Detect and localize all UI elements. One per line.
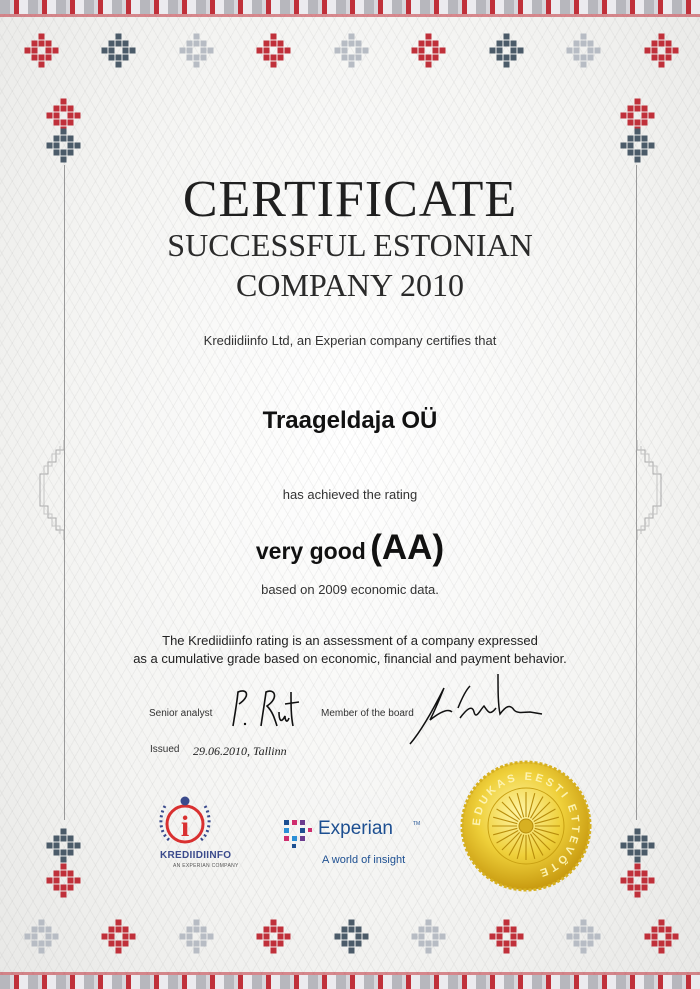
experian-logo-icon	[282, 818, 316, 852]
experian-trademark: TM	[413, 821, 421, 827]
ornament-motif	[256, 33, 291, 68]
ornament-motif	[620, 828, 655, 863]
rating-text: very good	[255, 538, 366, 564]
top-border-stripe	[0, 0, 700, 14]
krediidiinfo-tagline: AN EXPERIAN COMPANY	[173, 863, 239, 869]
krediidiinfo-name: KREDIIDIINFO	[160, 850, 232, 861]
ornament-motif	[644, 919, 679, 954]
svg-text:i: i	[180, 810, 190, 843]
ornament-motif	[101, 33, 136, 68]
ornament-motif	[46, 828, 81, 863]
rating-grade: (AA)	[370, 528, 445, 567]
experian-name: Experian	[318, 818, 393, 839]
ornament-motif	[489, 919, 524, 954]
ornament-motif	[489, 33, 524, 68]
ornament-motif	[411, 33, 446, 68]
ornament-motif	[24, 919, 59, 954]
ornament-motif	[24, 33, 59, 68]
board-member-signature	[400, 668, 550, 748]
bottom-border-stripe	[0, 975, 700, 989]
bottom-border-line	[0, 972, 700, 975]
board-member-label: Member of the board	[321, 708, 414, 719]
gold-seal	[458, 758, 594, 894]
ornament-motif	[46, 128, 81, 163]
ornament-motif	[411, 919, 446, 954]
ornament-motif	[179, 33, 214, 68]
ornament-motif	[334, 919, 369, 954]
ornament-motif	[644, 33, 679, 68]
ornament-motif	[566, 919, 601, 954]
rating-description-line2: as a cumulative grade based on economic, financial and payment behavior.	[133, 651, 567, 666]
ornament-motif	[334, 33, 369, 68]
krediidiinfo-logo-icon	[155, 792, 215, 850]
ornament-motif	[101, 919, 136, 954]
ornament-motif	[566, 33, 601, 68]
certificate-subtitle-line2: COMPANY 2010	[236, 267, 464, 303]
experian-tagline: A world of insight	[322, 854, 406, 866]
based-on-statement: based on 2009 economic data.	[261, 582, 439, 597]
certificate-title: CERTIFICATE	[182, 171, 518, 228]
ornament-motif	[620, 863, 655, 898]
ornament-motif	[620, 128, 655, 163]
issued-label: Issued	[150, 744, 180, 755]
rating	[0, 528, 700, 568]
ornament-motif	[46, 863, 81, 898]
ornament-motif	[256, 919, 291, 954]
certificate-subtitle-line1: SUCCESSFUL ESTONIAN	[167, 227, 533, 263]
seal-text: EDUKAS EESTI ETTEVÕTE	[470, 770, 582, 880]
rating-description-line1: The Krediidiinfo rating is an assessment of a company expressed	[162, 633, 538, 648]
issued-date-place: 29.06.2010, Tallinn	[193, 744, 287, 758]
company-name: Traageldaja OÜ	[262, 407, 438, 434]
achieved-statement: has achieved the rating	[282, 487, 418, 502]
certifies-statement: Krediidiinfo Ltd, an Experian company certifies that	[203, 333, 497, 348]
senior-analyst-signature	[225, 686, 307, 730]
senior-analyst-label: Senior analyst	[149, 708, 213, 719]
ornament-motif	[179, 919, 214, 954]
top-border-line	[0, 14, 700, 17]
